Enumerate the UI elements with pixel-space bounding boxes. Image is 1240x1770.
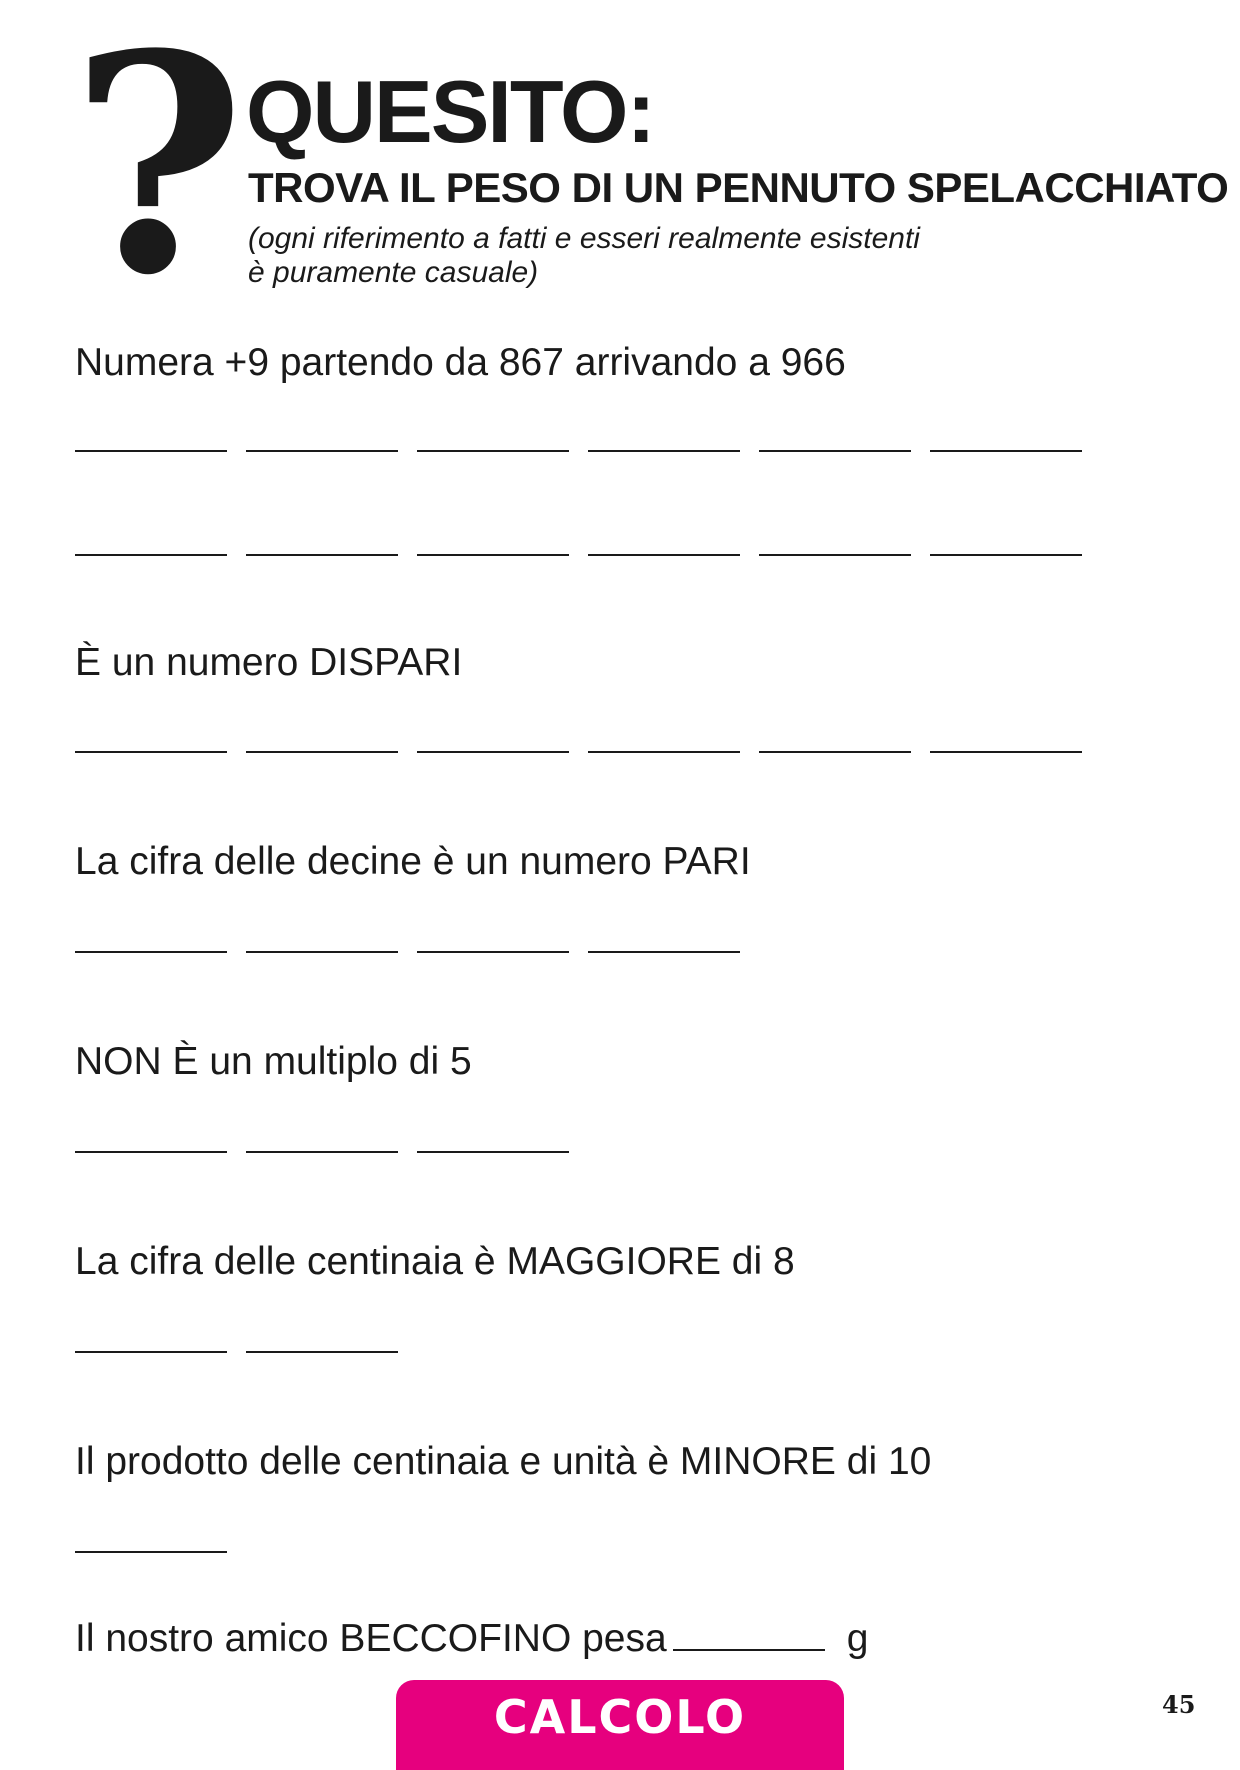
disclaimer-note-line-1: (ogni riferimento a fatti e esseri realmente esistenti xyxy=(248,222,920,255)
calcolo-section-tab xyxy=(396,1680,844,1770)
answer-blank[interactable] xyxy=(246,450,398,452)
answer-blank[interactable] xyxy=(417,450,569,452)
answer-blank[interactable] xyxy=(246,554,398,556)
final-answer-prefix: Il nostro amico BECCOFINO pesa xyxy=(75,1617,667,1660)
answer-blank[interactable] xyxy=(75,751,227,753)
question-mark-icon: ? xyxy=(70,0,246,341)
answer-blank[interactable] xyxy=(246,751,398,753)
disclaimer-note-line-2: è puramente casuale) xyxy=(248,256,539,289)
weight-answer-blank[interactable] xyxy=(673,1649,825,1651)
answer-blank[interactable] xyxy=(759,751,911,753)
answer-blank[interactable] xyxy=(417,951,569,953)
answer-blank[interactable] xyxy=(588,554,740,556)
answer-blank[interactable] xyxy=(75,951,227,953)
answer-blank[interactable] xyxy=(759,554,911,556)
answer-blank[interactable] xyxy=(246,951,398,953)
answer-blank[interactable] xyxy=(930,554,1082,556)
clue-3-text: La cifra delle decine è un numero PARI xyxy=(75,840,751,883)
answer-blank[interactable] xyxy=(588,450,740,452)
page-title: QUESITO: xyxy=(246,62,654,161)
answer-blank[interactable] xyxy=(930,751,1082,753)
final-answer-line xyxy=(75,1616,868,1662)
answer-blank[interactable] xyxy=(930,450,1082,452)
answer-blank[interactable] xyxy=(588,751,740,753)
answer-blank[interactable] xyxy=(75,1551,227,1553)
answer-blank[interactable] xyxy=(75,554,227,556)
answer-blank[interactable] xyxy=(759,450,911,452)
answer-blank[interactable] xyxy=(246,1351,398,1353)
answer-blank[interactable] xyxy=(75,450,227,452)
answer-blank[interactable] xyxy=(417,1151,569,1153)
answer-blank[interactable] xyxy=(588,951,740,953)
answer-blank[interactable] xyxy=(246,1151,398,1153)
answer-blank[interactable] xyxy=(75,1151,227,1153)
answer-blank[interactable] xyxy=(75,1351,227,1353)
clue-5-text: La cifra delle centinaia è MAGGIORE di 8 xyxy=(75,1240,795,1283)
answer-blank[interactable] xyxy=(417,751,569,753)
answer-blank[interactable] xyxy=(417,554,569,556)
clue-6-text: Il prodotto delle centinaia e unità è MINORE di 10 xyxy=(75,1440,932,1483)
page-number: 45 xyxy=(1162,1690,1196,1719)
calcolo-label: CALCOLO xyxy=(493,1690,747,1744)
clue-4-text: NON È un multiplo di 5 xyxy=(75,1040,472,1083)
page-subtitle: TROVA IL PESO DI UN PENNUTO SPELACCHIATO xyxy=(248,164,1229,211)
weight-unit: g xyxy=(846,1617,869,1660)
clue-2-text: È un numero DISPARI xyxy=(75,641,463,684)
clue-1-text: Numera +9 partendo da 867 arrivando a 966 xyxy=(75,341,846,384)
